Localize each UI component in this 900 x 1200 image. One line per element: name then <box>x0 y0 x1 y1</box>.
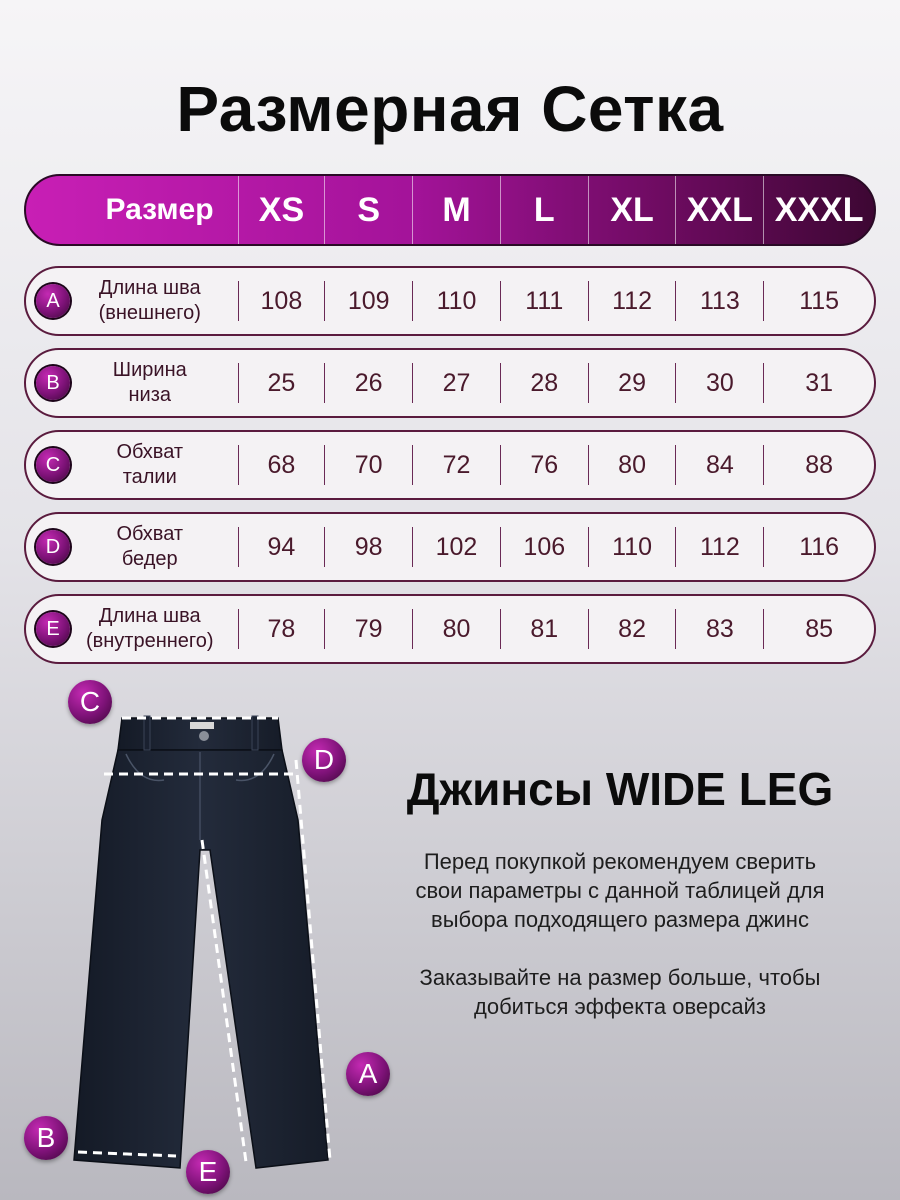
row-badge: E <box>36 612 70 646</box>
row-badge: A <box>36 284 70 318</box>
diagram-badge-b: B <box>24 1116 68 1160</box>
diagram-badge-c: C <box>68 680 112 724</box>
cell-value: 94 <box>267 532 296 561</box>
table-cell <box>500 609 588 649</box>
row-name <box>63 276 201 326</box>
table-cell <box>324 609 412 649</box>
size-header-label: Размер <box>105 193 214 226</box>
cell-value: 112 <box>612 286 653 315</box>
cell-value: 116 <box>799 532 840 561</box>
size-header-cell <box>324 176 412 244</box>
cell-value: 28 <box>530 368 559 397</box>
table-cell <box>238 281 325 321</box>
table-row <box>24 430 876 500</box>
table-cell <box>324 281 412 321</box>
cell-value: 79 <box>354 614 383 643</box>
table-cell <box>763 445 874 485</box>
row-name-line: бедер <box>121 548 178 570</box>
cell-value: 76 <box>530 450 559 479</box>
table-cell <box>412 609 500 649</box>
row-name-line: Ширина <box>112 359 187 381</box>
cell-value: 83 <box>705 614 734 643</box>
row-label-cell <box>26 350 238 416</box>
table-row <box>24 512 876 582</box>
table-cell <box>763 281 874 321</box>
cell-value: 110 <box>436 286 477 315</box>
diagram-badge-a: A <box>346 1052 390 1096</box>
row-label-cell <box>26 596 238 662</box>
table-cell <box>324 363 412 403</box>
cell-value: 30 <box>705 368 734 397</box>
table-cell <box>412 363 500 403</box>
product-title: Джинсы WIDE LEG <box>406 763 834 815</box>
row-badge: D <box>36 530 70 564</box>
table-row <box>24 266 876 336</box>
cell-value: 111 <box>525 286 564 315</box>
table-cell <box>675 363 763 403</box>
row-name <box>77 358 187 408</box>
size-xxl-label: XXL <box>686 190 753 229</box>
row-name <box>80 522 183 572</box>
description-line: выбора подходящего размера джинс <box>431 907 809 932</box>
table-cell <box>675 445 763 485</box>
cell-value: 80 <box>618 450 646 479</box>
cell-value: 113 <box>699 286 740 315</box>
table-cell <box>588 609 676 649</box>
row-name-line: Обхват <box>116 523 184 545</box>
row-name-line: (внутреннего) <box>85 630 214 652</box>
table-cell <box>412 527 500 567</box>
table-cell <box>500 527 588 567</box>
table-cell <box>588 281 676 321</box>
table-cell <box>675 281 763 321</box>
size-header-cell <box>763 176 874 244</box>
size-header-cell <box>238 176 325 244</box>
table-row <box>24 348 876 418</box>
cell-value: 88 <box>805 450 834 479</box>
table-cell <box>500 281 588 321</box>
table-cell <box>588 445 676 485</box>
table-cell <box>675 527 763 567</box>
row-label-cell <box>26 514 238 580</box>
table-cell <box>324 527 412 567</box>
cell-value: 110 <box>612 532 653 561</box>
row-badge: B <box>36 366 70 400</box>
cell-value: 112 <box>699 532 740 561</box>
page-title: Размерная Сетка <box>176 73 724 145</box>
cell-value: 31 <box>805 368 834 397</box>
size-header-cell <box>588 176 676 244</box>
cell-value: 84 <box>705 450 734 479</box>
table-cell <box>324 445 412 485</box>
table-cell <box>238 445 325 485</box>
row-name-line: Длина шва <box>98 277 201 299</box>
table-cell <box>588 527 676 567</box>
size-xl-label: XL <box>610 190 654 229</box>
size-l-label: L <box>533 190 555 229</box>
table-cell <box>763 609 874 649</box>
table-cell <box>238 363 325 403</box>
size-m-label: M <box>442 190 471 229</box>
diagram-badge-d: D <box>302 738 346 782</box>
cell-value: 72 <box>442 450 471 479</box>
row-name <box>50 604 214 654</box>
size-s-label: S <box>357 190 381 229</box>
cell-value: 80 <box>442 614 471 643</box>
table-cell <box>763 363 874 403</box>
cell-value: 81 <box>530 614 559 643</box>
order-advice <box>370 963 870 1021</box>
row-label-cell <box>26 432 238 498</box>
table-cell <box>675 609 763 649</box>
row-name-line: (внешнего) <box>98 302 201 324</box>
cell-value: 115 <box>799 286 840 315</box>
size-xxxl-label: XXXL <box>774 190 864 229</box>
size-xs-label: XS <box>258 190 305 229</box>
cell-value: 26 <box>354 368 383 397</box>
cell-value: 106 <box>523 532 566 561</box>
table-cell <box>412 445 500 485</box>
row-label-cell <box>26 268 238 334</box>
cell-value: 78 <box>267 614 296 643</box>
advice-line: добиться эффекта оверсайз <box>474 994 766 1019</box>
size-header-cell <box>500 176 588 244</box>
table-row <box>24 594 876 664</box>
row-badge: C <box>36 448 70 482</box>
table-cell <box>500 445 588 485</box>
cell-value: 29 <box>618 368 646 397</box>
row-name <box>80 440 183 490</box>
description-line: Перед покупкой рекомендуем сверить <box>423 849 817 874</box>
cell-value: 108 <box>260 286 303 315</box>
cell-value: 70 <box>354 450 383 479</box>
cell-value: 82 <box>618 614 646 643</box>
cell-value: 102 <box>435 532 478 561</box>
row-name-line: Обхват <box>116 441 184 463</box>
row-name-line: низа <box>128 384 171 406</box>
table-cell <box>500 363 588 403</box>
advice-line: Заказывайте на размер больше, чтобы <box>419 965 821 990</box>
cell-value: 27 <box>442 368 471 397</box>
table-cell <box>763 527 874 567</box>
size-header-cell <box>675 176 763 244</box>
size-header-cell <box>412 176 500 244</box>
description-line: свои параметры с данной таблицей для <box>415 878 825 903</box>
table-cell <box>588 363 676 403</box>
product-description <box>370 847 870 934</box>
cell-value: 98 <box>354 532 383 561</box>
row-name-line: талии <box>122 466 177 488</box>
table-cell <box>238 527 325 567</box>
row-name-line: Длина шва <box>98 605 201 627</box>
diagram-badge-e: E <box>186 1150 230 1194</box>
cell-value: 68 <box>267 450 296 479</box>
header-label-cell <box>26 176 238 244</box>
table-cell <box>412 281 500 321</box>
table-cell <box>238 609 325 649</box>
cell-value: 109 <box>347 286 390 315</box>
size-header-row <box>24 174 876 246</box>
cell-value: 85 <box>805 614 834 643</box>
cell-value: 25 <box>267 368 296 397</box>
